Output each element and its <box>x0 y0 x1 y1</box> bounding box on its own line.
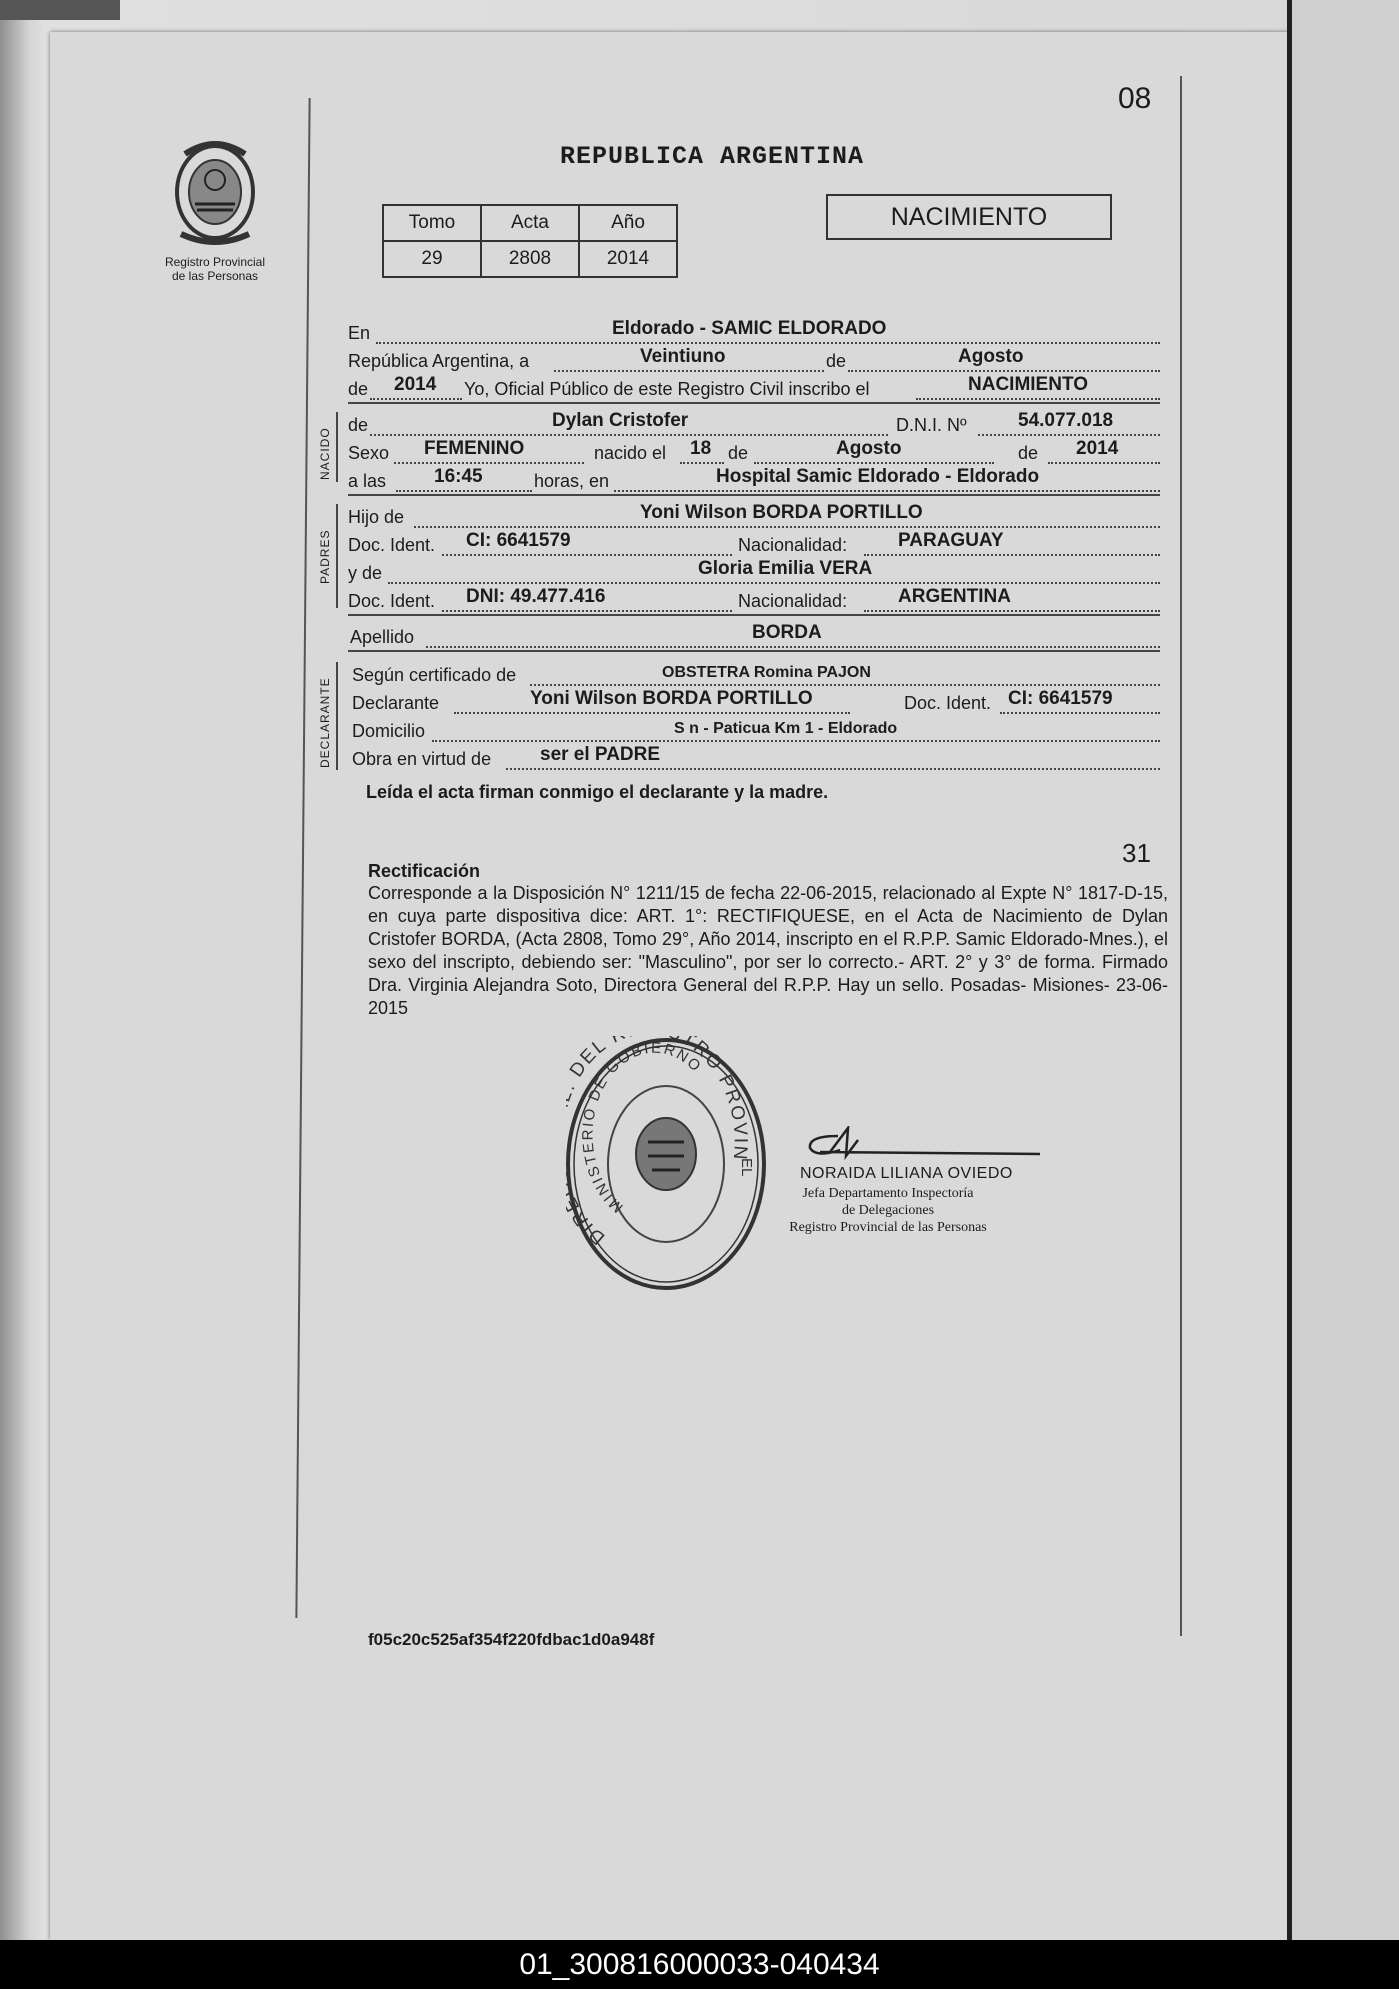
value-apellido: BORDA <box>752 622 822 643</box>
official-stamp <box>566 1036 766 1292</box>
dotted-line <box>848 370 1160 372</box>
dotted-line <box>454 712 850 714</box>
document-title: REPUBLICA ARGENTINA <box>560 142 865 171</box>
registry-header-anio: Año <box>579 205 677 241</box>
section-rule <box>348 650 1160 652</box>
row-hora <box>348 466 1160 494</box>
label-sexo: Sexo <box>348 443 390 463</box>
label-de-anio: de <box>1018 443 1039 463</box>
stamp-icon <box>566 1036 766 1292</box>
page-number: 08 <box>1118 82 1152 115</box>
closing-statement: Leída el acta firman conmigo el declarante y la madre. <box>366 782 829 802</box>
seal-caption-1: Registro Provincial <box>164 255 266 269</box>
row-nombre <box>348 410 1160 438</box>
dotted-line <box>754 462 994 464</box>
value-declarante-doc: CI: 6641579 <box>1008 688 1113 709</box>
value-padre-nac: PARAGUAY <box>898 530 1004 551</box>
value-mes-nac: Agosto <box>836 438 902 459</box>
value-hora: 16:45 <box>434 466 483 487</box>
dotted-line <box>426 646 1160 648</box>
label-horas: horas, en <box>534 471 610 491</box>
dotted-line <box>554 370 824 372</box>
label-de2: de <box>348 379 369 399</box>
value-tipo: NACIMIENTO <box>968 374 1088 395</box>
section-bracket <box>336 504 338 608</box>
registry-value-acta: 2808 <box>481 241 579 277</box>
value-padre: Yoni Wilson BORDA PORTILLO <box>640 502 923 523</box>
value-domicilio: S n - Paticua Km 1 - Eldorado <box>674 720 898 737</box>
label-domicilio: Domicilio <box>352 721 426 741</box>
record-type-box: NACIMIENTO <box>826 194 1112 240</box>
value-madre: Gloria Emilia VERA <box>698 558 873 579</box>
province-seal <box>160 138 270 298</box>
row-obra <box>348 744 1160 772</box>
label-nacido: nacido el <box>594 443 667 463</box>
value-dia-nac: 18 <box>690 438 712 459</box>
section-label-declarante: DECLARANTE <box>318 677 332 768</box>
label-nacionalidad: Nacionalidad: <box>738 535 848 555</box>
dotted-line <box>614 490 1160 492</box>
label-yo: Yo, Oficial Público de este Registro Civil inscribo el <box>464 379 870 399</box>
rectification-title: Rectificación <box>368 861 481 881</box>
label-doc-ident2: Doc. Ident. <box>348 591 436 611</box>
scan-right-edge <box>1287 0 1292 1940</box>
dotted-line <box>530 684 1160 686</box>
label-apellido: Apellido <box>350 627 415 647</box>
row-apellido <box>348 622 1160 650</box>
label-y-de: y de <box>348 563 383 583</box>
document-hash: f05c20c525af354f220fdbac1d0a948f <box>368 1630 655 1649</box>
value-dni: 54.077.018 <box>1018 410 1114 431</box>
label-declarante: Declarante <box>352 693 440 713</box>
value-madre-doc: DNI: 49.477.416 <box>466 586 606 607</box>
registry-value-tomo: 29 <box>383 241 481 277</box>
registry-header-acta: Acta <box>481 205 579 241</box>
section-bracket <box>336 662 338 770</box>
rectification-number: 31 <box>1122 838 1151 868</box>
stamp-inner-text: MINISTERIO DE GOBIERNO <box>579 1039 706 1216</box>
signer-name: NORAIDA LILIANA OVIEDO <box>800 1165 1013 1182</box>
seal-caption-2: de las Personas <box>171 269 259 283</box>
registry-value-anio: 2014 <box>579 241 677 277</box>
value-sexo: FEMENINO <box>424 438 525 459</box>
dotted-line <box>864 554 1160 556</box>
value-dia: Veintiuno <box>640 346 726 367</box>
value-anio: 2014 <box>394 374 437 395</box>
dotted-line <box>442 610 732 612</box>
dotted-line <box>680 462 724 464</box>
value-declarante: Yoni Wilson BORDA PORTILLO <box>530 688 813 709</box>
registry-header-tomo: Tomo <box>383 205 481 241</box>
dotted-line <box>388 582 1160 584</box>
label-nacionalidad2: Nacionalidad: <box>738 591 848 611</box>
signer-title-3: Registro Provincial de las Personas <box>789 1220 987 1235</box>
scan-edge-mark <box>0 0 120 20</box>
row-domicilio <box>348 716 1160 744</box>
section-label-nacido: NACIDO <box>318 427 332 480</box>
dotted-line <box>864 610 1160 612</box>
dotted-line <box>442 554 732 556</box>
label-de: de <box>826 351 847 371</box>
value-mes: Agosto <box>958 346 1024 367</box>
scan-footer <box>0 1940 1399 1989</box>
value-lugar: Eldorado - SAMIC ELDORADO <box>612 318 887 339</box>
row-padre <box>348 502 1160 530</box>
signer-title-1: Jefa Departamento Inspectoría <box>802 1186 974 1201</box>
row-sexo <box>348 438 1160 466</box>
rectification-body: Corresponde a la Disposición N° 1211/15 de fecha 22-06-2015, relacionado al Expte N° 1817-D-15, en cuya parte dispositiva dice: ART. 1°: RECTIFIQUESE, en el Acta de Nacimiento de Dylan Cristofer BORDA, (Acta 2808, Tomo 29°, Año 2014, inscripto en el R.P.P. Samic Eldorado-Mnes.), el sexo del inscripto, debiendo ser: "Masculino", por ser lo correcto.- ART. 2° y 3° de forma. Firmado Dra. Virginia Alejandra Soto, Directora General del R.P.P. Hay un sello. Posadas- Misiones- 23-06-2015 <box>368 883 1168 1018</box>
value-anio-nac: 2014 <box>1076 438 1119 459</box>
label-hijo: Hijo de <box>348 507 405 527</box>
row-fecha <box>348 346 1160 374</box>
dotted-line <box>978 434 1160 436</box>
row-padre-doc <box>348 530 1160 558</box>
section-bracket <box>336 412 338 482</box>
dotted-line <box>1048 462 1160 464</box>
right-margin-rule <box>1180 76 1182 1636</box>
row-certificado <box>348 660 1160 688</box>
dotted-line <box>1000 712 1160 714</box>
misiones-seal-icon <box>165 138 265 250</box>
dotted-line <box>396 490 532 492</box>
label-doc-ident3: Doc. Ident. <box>904 693 992 713</box>
registry-table <box>382 204 678 278</box>
value-lugar-nac: Hospital Samic Eldorado - Eldorado <box>716 466 1040 487</box>
label-a-las: a las <box>348 471 387 491</box>
section-label-padres: PADRES <box>318 529 332 584</box>
dotted-line <box>370 434 888 436</box>
label-doc-ident: Doc. Ident. <box>348 535 436 555</box>
row-lugar <box>348 318 1160 346</box>
value-obra: ser el PADRE <box>540 744 661 765</box>
row-madre <box>348 558 1160 586</box>
section-rule <box>348 402 1160 404</box>
footer-id: 01_300816000033-040434 <box>519 1948 880 1981</box>
dotted-line <box>506 768 1160 770</box>
label-republica: República Argentina, a <box>348 351 530 371</box>
dotted-line <box>916 398 1160 400</box>
value-nombre: Dylan Cristofer <box>552 410 689 431</box>
section-rule <box>348 614 1160 616</box>
row-declarante <box>348 688 1160 716</box>
row-inscripcion <box>348 374 1160 402</box>
row-madre-doc <box>348 586 1160 614</box>
label-en: En <box>348 323 371 343</box>
dotted-line <box>414 526 1160 528</box>
dotted-line <box>432 740 1160 742</box>
label-dni: D.N.I. Nº <box>896 415 967 435</box>
signer-title-2: de Delegaciones <box>841 1203 935 1218</box>
section-rule <box>348 494 1160 496</box>
dotted-line <box>370 398 462 400</box>
label-segun: Según certificado de <box>352 665 517 685</box>
label-de-nac: de <box>348 415 369 435</box>
value-madre-nac: ARGENTINA <box>898 586 1011 607</box>
value-padre-doc: CI: 6641579 <box>466 530 571 551</box>
dotted-line <box>376 342 1160 344</box>
dotted-line <box>394 462 584 464</box>
stamp-outer-text: DIR DEL TRO PROVIN <box>566 1036 751 1249</box>
label-obra: Obra en virtud de <box>352 749 492 769</box>
stamp-el-text: EL <box>738 1158 755 1177</box>
scan-right-margin <box>1290 0 1399 1940</box>
value-certificado: OBSTETRA Romina PAJON <box>662 664 871 681</box>
label-de-mes: de <box>728 443 749 463</box>
